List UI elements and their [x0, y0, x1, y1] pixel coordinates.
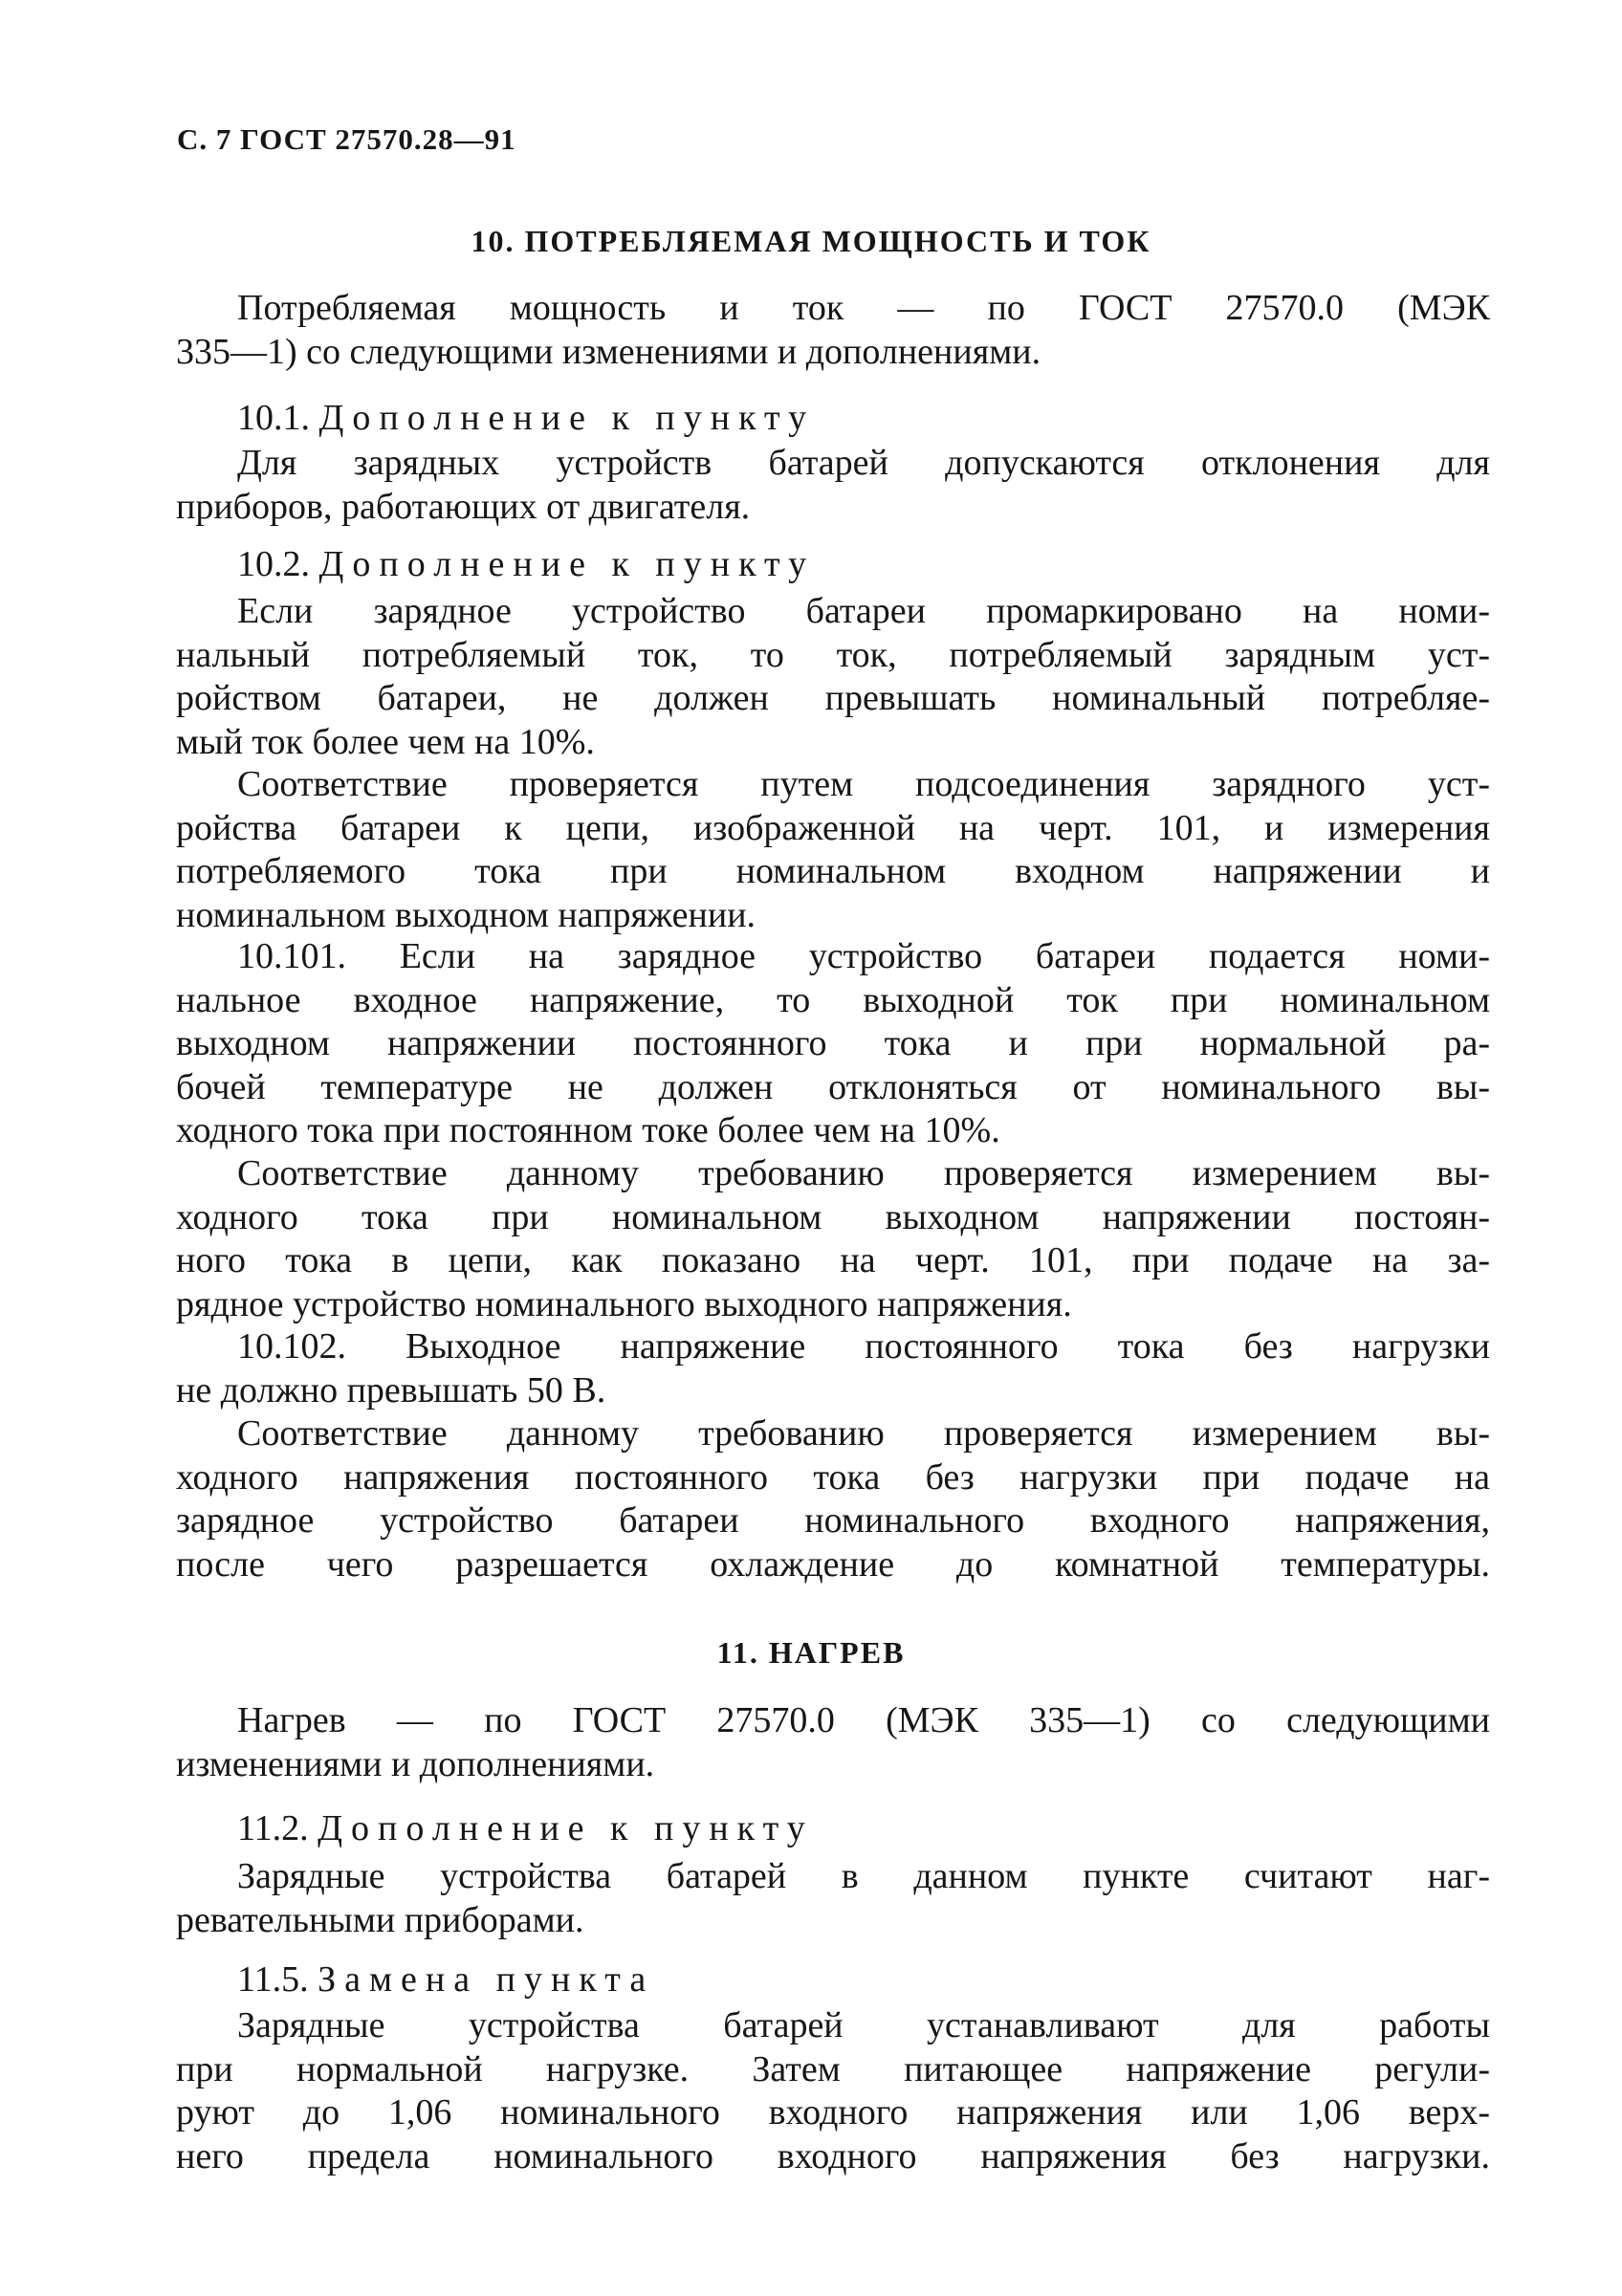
- text-line: Соответствие проверяется путем подсоединения зарядного уст-: [237, 764, 1490, 804]
- text-line: изменениями и дополнениями.: [176, 1743, 655, 1784]
- text-line: рядное устройство номинального выходного напряжения.: [176, 1283, 1072, 1324]
- text-line: руют до 1,06 номинального входного напряжения или 1,06 верх-: [176, 2092, 1490, 2132]
- text-line: Для зарядных устройств батарей допускаются отклонения для: [237, 443, 1490, 483]
- text-line: бочей температуре не должен отклоняться от номинального вы-: [176, 1066, 1490, 1107]
- text-line: 10.102. Выходное напряжение постоянного тока без нагрузки: [237, 1326, 1490, 1367]
- text-line: зарядное устройство батареи номинального входного напряжения,: [176, 1500, 1490, 1541]
- text-line: потребляемого тока при номинальном входном напряжении и: [176, 851, 1490, 891]
- text-line: ходного тока при номинальном выходном напряжении постоян-: [176, 1196, 1490, 1237]
- subsection-11-2-heading: [237, 1807, 814, 1850]
- text-line: ного тока в цепи, как показано на черт. 101, при подаче на за-: [176, 1240, 1490, 1280]
- subsection-label: Дополнение к пункту: [318, 398, 816, 438]
- subsection-label: Дополнение к пункту: [318, 544, 816, 584]
- section-11-title: 11. НАГРЕВ: [716, 1635, 906, 1670]
- paragraph-10-2b: [176, 763, 1490, 937]
- subsection-number: 11.5.: [237, 1959, 309, 2000]
- text-line: ройства батареи к цепи, изображенной на черт. 101, и измерения: [176, 807, 1490, 848]
- text-line: Нагрев — по ГОСТ 27570.0 (МЭК 335—1) со следующими: [237, 1700, 1490, 1740]
- subsection-10-2-heading: [237, 543, 815, 586]
- paragraph-10-102b: [176, 1412, 1490, 1586]
- paragraph-10-1: [176, 442, 1490, 529]
- text-line: не должно превышать 50 В.: [176, 1369, 606, 1410]
- text-line: ходного напряжения постоянного тока без нагрузки при подаче на: [176, 1456, 1490, 1498]
- paragraph-11-5: [176, 2004, 1490, 2178]
- paragraph-10-101a: [176, 935, 1490, 1153]
- subsection-label: Замена пункта: [318, 1959, 655, 2000]
- page-header: С. 7 ГОСТ 27570.28—91: [177, 122, 516, 156]
- section-11-intro: [176, 1699, 1490, 1786]
- text-line: 10.101. Если на зарядное устройство батареи подается номи-: [237, 936, 1490, 976]
- text-line: Если зарядное устройство батареи промаркировано на номи-: [237, 591, 1490, 631]
- text-line: него предела номинального входного напряжения без нагрузки.: [176, 2135, 1490, 2176]
- subsection-label: Дополнение к пункту: [318, 1808, 814, 1848]
- subsection-number: 10.2.: [237, 544, 310, 584]
- subsection-10-1-heading: [237, 397, 815, 440]
- text-line: нальное входное напряжение, то выходной ток при номинальном: [176, 979, 1490, 1020]
- text-line: нальный потребляемый ток, то ток, потребляемый зарядным уст-: [176, 634, 1490, 675]
- paragraph-10-2a: [176, 590, 1490, 764]
- section-10-title: 10. ПОТРЕБЛЯЕМАЯ МОЩНОСТЬ И ТОК: [471, 224, 1151, 258]
- text-line: после чего разрешается охлаждение до комнатной температуры.: [176, 1543, 1490, 1585]
- section-10-intro: [176, 287, 1490, 374]
- text-line: Соответствие данному требованию проверяется измерением вы-: [237, 1413, 1490, 1454]
- paragraph-10-101b: [176, 1152, 1490, 1326]
- text-line: при нормальной нагрузке. Затем питающее напряжение регули-: [176, 2048, 1490, 2089]
- text-line: Потребляемая мощность и ток — по ГОСТ 27570.0 (МЭК: [237, 288, 1490, 328]
- subsection-number: 10.1.: [237, 398, 310, 438]
- text-line: ходного тока при постоянном токе более чем на 10%.: [176, 1110, 1000, 1150]
- subsection-11-5-heading: [237, 1958, 654, 2001]
- text-line: номинальном выходном напряжении.: [176, 894, 756, 935]
- text-line: выходном напряжении постоянного тока и при нормальной ра-: [176, 1023, 1490, 1063]
- subsection-number: 11.2.: [237, 1808, 309, 1848]
- text-line: 335—1) со следующими изменениями и дополнениями.: [176, 331, 1041, 372]
- text-line: ревательными приборами.: [176, 1899, 584, 1940]
- text-line: мый ток более чем на 10%.: [176, 721, 595, 762]
- paragraph-11-2: [176, 1855, 1490, 1942]
- text-line: ройством батареи, не должен превышать номинальный потребляе-: [176, 678, 1490, 718]
- paragraph-10-102a: [176, 1325, 1490, 1412]
- text-line: приборов, работающих от двигателя.: [176, 486, 751, 527]
- text-line: Соответствие данному требованию проверяется измерением вы-: [237, 1153, 1490, 1193]
- text-line: Зарядные устройства батарей устанавливают для работы: [237, 2005, 1490, 2045]
- text-line: Зарядные устройства батарей в данном пункте считают наг-: [237, 1856, 1490, 1896]
